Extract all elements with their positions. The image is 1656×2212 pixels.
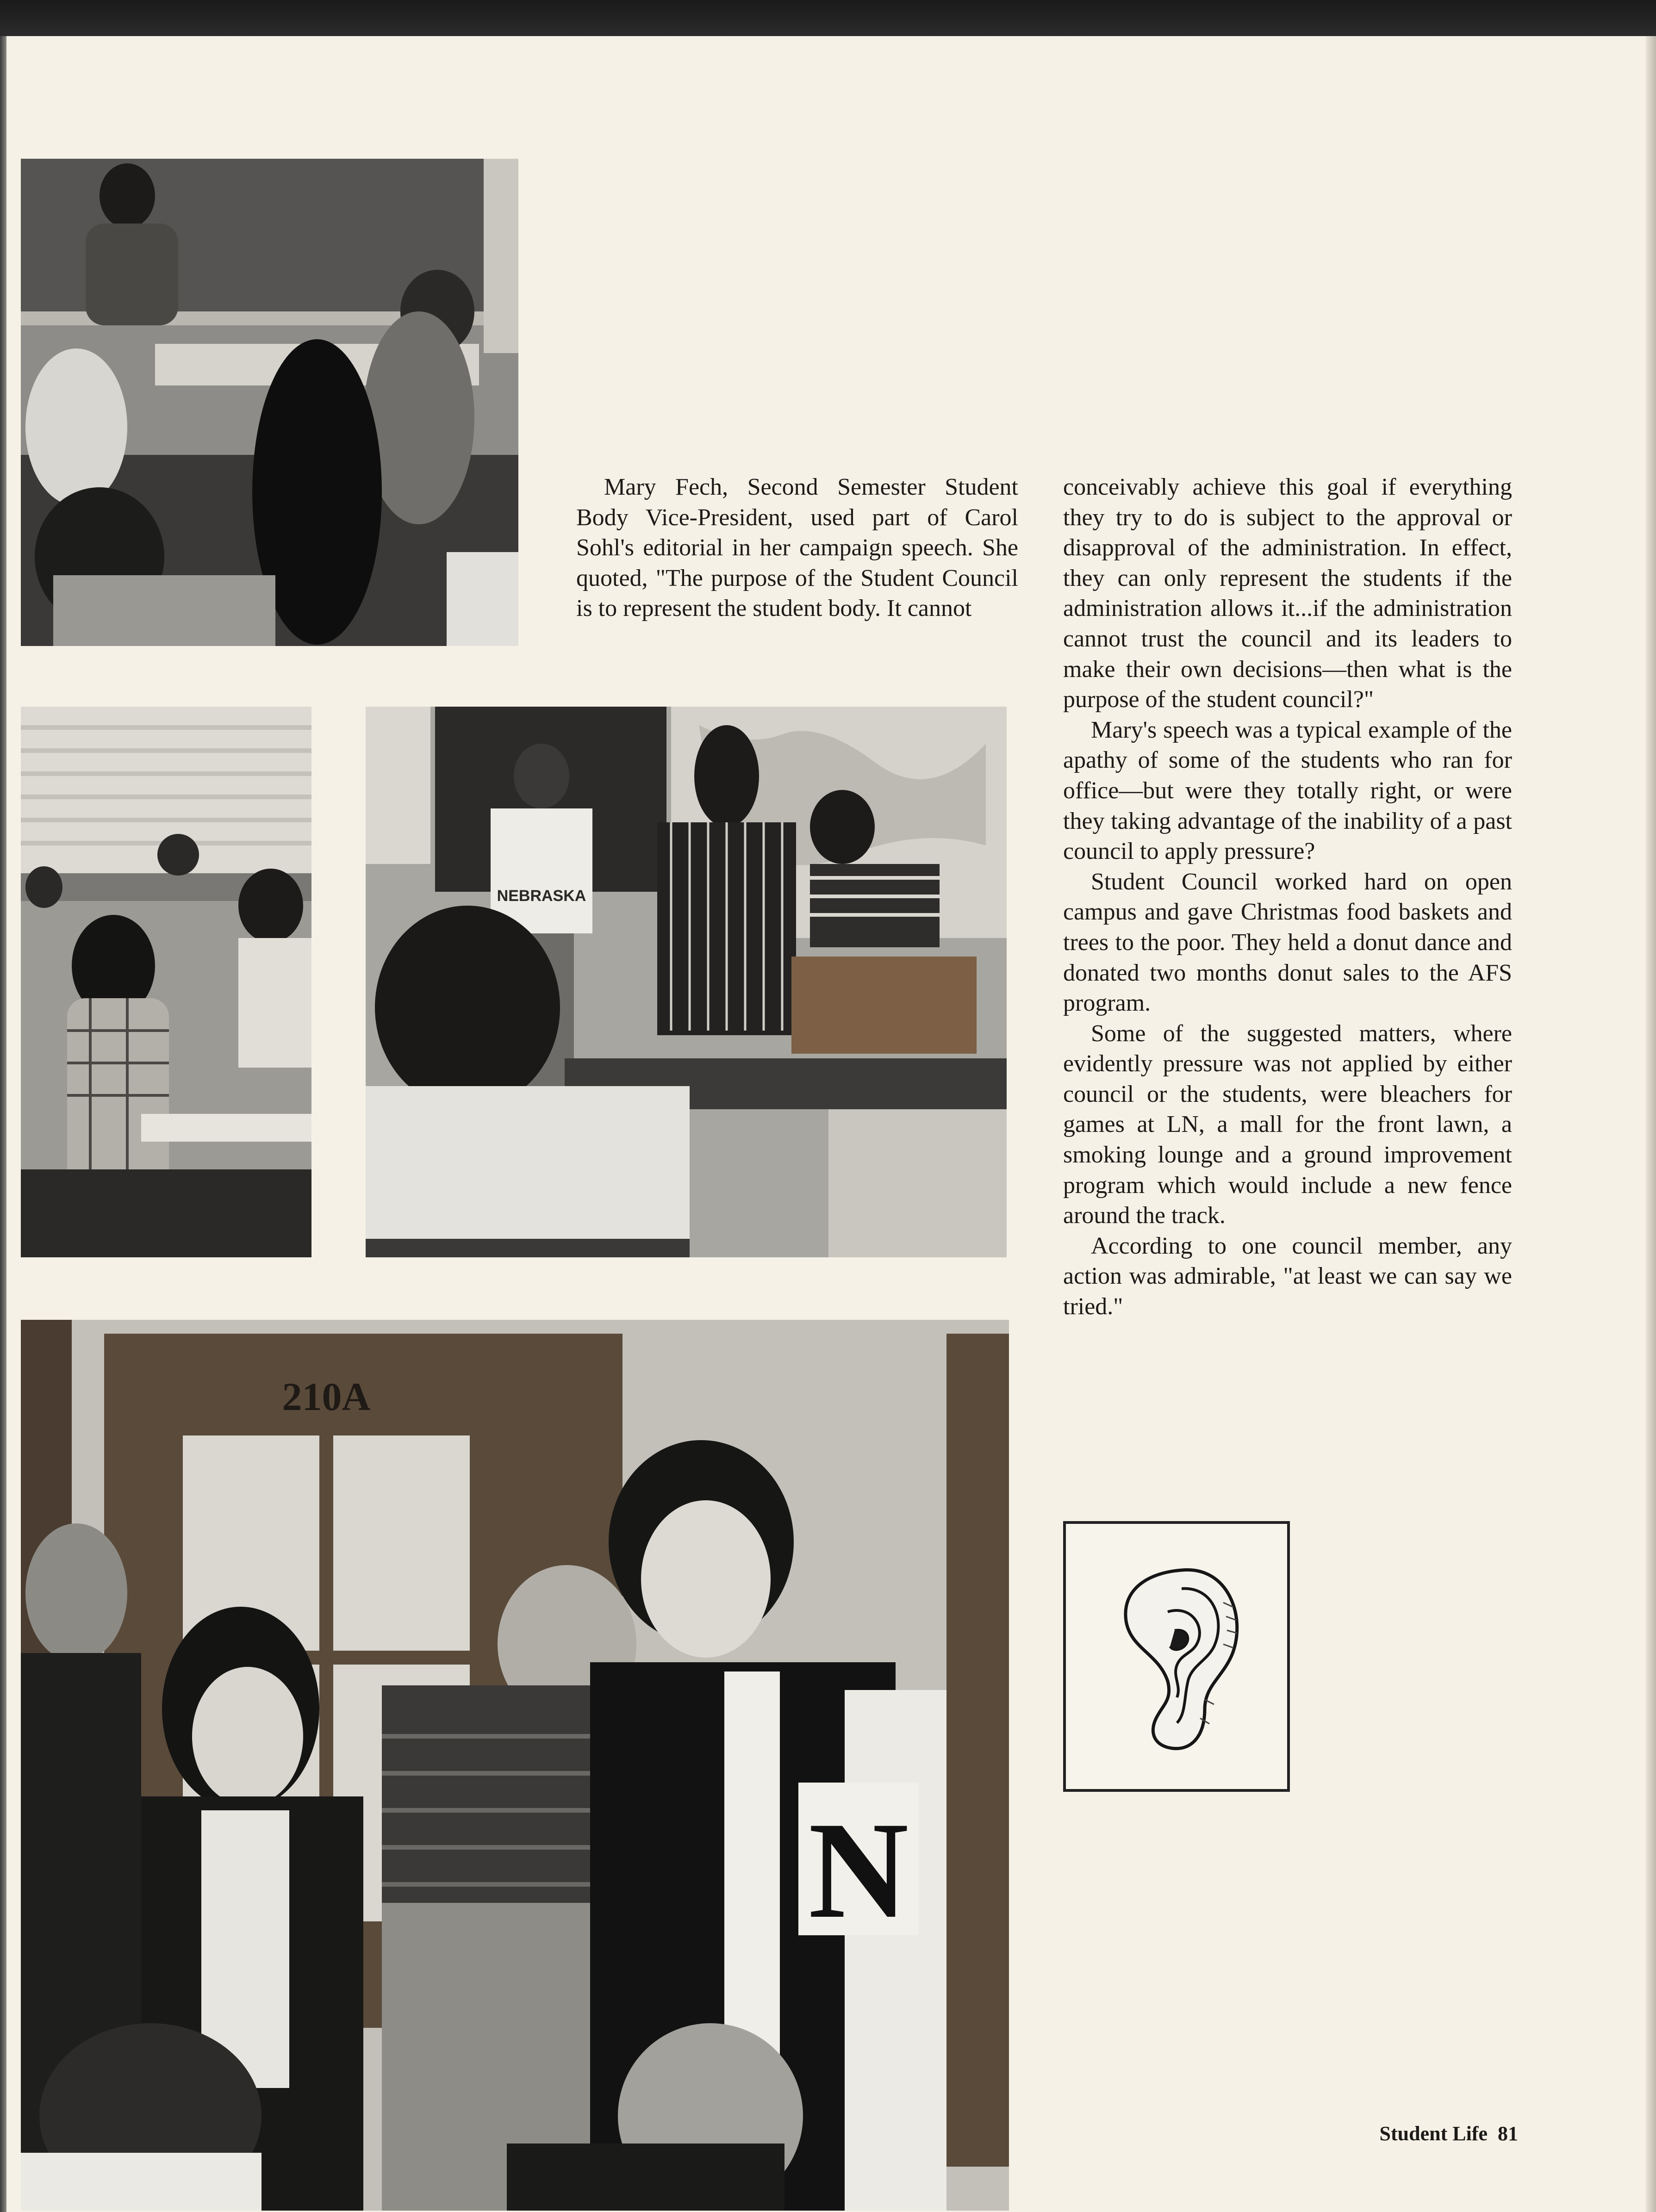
folio-page-number: 81: [1498, 2122, 1518, 2145]
page-top-edge: [0, 0, 1656, 36]
door-number-text: 210A: [282, 1374, 371, 1419]
folio-section: Student Life: [1379, 2122, 1488, 2145]
ear-illustration-frame: [1063, 1521, 1290, 1792]
article-column-left: [576, 472, 1018, 624]
page-right-edge: [1646, 36, 1656, 2212]
photo-students-presenting: [366, 707, 1007, 1257]
article-paragraph: Student Council worked hard on open campus and gave Christmas food baskets and trees to the poor. They held a donut dance and donated two months donut sales to the AFS program.: [1063, 868, 1512, 1017]
nebraska-shirt-text: NEBRASKA: [497, 887, 586, 905]
photo-classroom-students: [21, 707, 311, 1257]
article-paragraph: conceivably achieve this goal if everything they try to do is subject to the approval or disapproval of the administration. In effect, they can only represent the students if the administration allows it...if the administration cannot trust the council and its leaders to make their own decisions—then what is the purpose of the student council?": [1063, 474, 1512, 713]
page-binding-edge: [0, 36, 6, 2212]
article-paragraph: Mary's speech was a typical example of the apathy of some of the students who ran for office—but were they totally right, or were they taking advantage of the inability of a past council to apply pressure?: [1063, 716, 1512, 865]
photo-hallway-group: [21, 1320, 1009, 2211]
article-paragraph: Mary Fech, Second Semester Student Body Vice-President, used part of Carol Sohl's editorial in her campaign speech. She quoted, "The purpose of the Student Council is to represent the student body. It cannot: [576, 474, 1018, 622]
article-paragraph: Some of the suggested matters, where evidently pressure was not applied by either council or the students, were bleachers for games at LN, a mall for the front lawn, a smoking lounge and a ground improvement program which would include a new fence around the track.: [1063, 1020, 1512, 1229]
ear-icon: [1112, 1561, 1246, 1755]
article-paragraph: According to one council member, any action was admirable, "at least we can say we tried.": [1063, 1232, 1512, 1320]
page-folio: [1342, 2122, 1518, 2150]
article-column-right: [1063, 472, 1512, 1322]
photo-council-meeting: [21, 159, 518, 646]
jacket-letter-text: N: [808, 1793, 909, 1947]
